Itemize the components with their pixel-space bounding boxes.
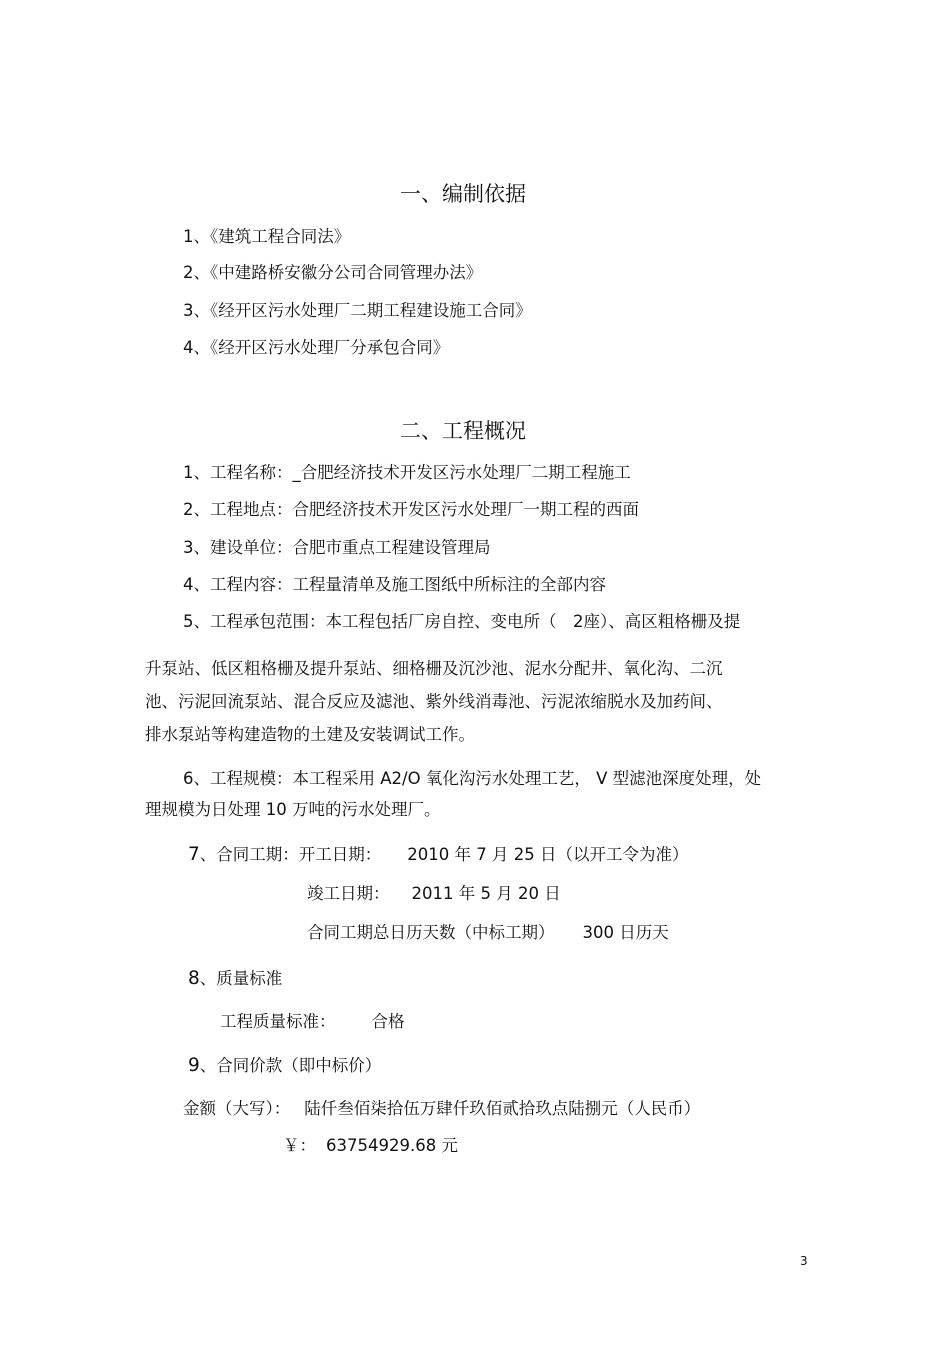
start-date: 2010 年 7 月 25 日（以开工令为准）: [407, 845, 689, 864]
quality-standard-value-line: [220, 1012, 405, 1032]
contract-period-line: [188, 845, 689, 865]
item-number-8: 8: [188, 968, 200, 989]
basis-item-2: 2、《中建路桥安徽分公司合同管理办法》: [183, 263, 483, 282]
amount-words-line: [183, 1099, 700, 1119]
overview-item-6-line1: 6、工程规模：本工程采用 A2/O 氧化沟污水处理工艺， V 型滤池深度处理，处: [183, 769, 762, 788]
overview-item-5-line3: 池、污泥回流泵站、混合反应及滤池、紫外线消毒池、污泥浓缩脱水及加药间、: [145, 692, 723, 711]
overview-item-5-line1: 5、工程承包范围：本工程包括厂房自控、变电所（ 2座）、高区粗格栅及提: [183, 612, 741, 631]
total-days-line: [307, 923, 669, 943]
overview-item-5-line4: 排水泵站等构建造物的土建及安装调试工作。: [145, 725, 475, 744]
page-number: 3: [800, 1254, 808, 1268]
overview-item-2: 2、工程地点：合肥经济技术开发区污水处理厂一期工程的西面: [183, 500, 639, 519]
contract-price-label: 、合同价款（即中标价）: [199, 1056, 382, 1075]
quality-standard-value: 合格: [371, 1012, 405, 1031]
overview-item-5-line2: 升泵站、低区粗格栅及提升泵站、细格栅及沉沙池、泥水分配井、氧化沟、二沉: [145, 659, 723, 678]
basis-item-1: 1、《建筑工程合同法》: [183, 227, 351, 246]
contract-price-line: [188, 1056, 381, 1076]
overview-item-1: 1、工程名称：_合肥经济技术开发区污水处理厂二期工程施工: [183, 463, 631, 482]
basis-item-3: 3、《经开区污水处理厂二期工程建设施工合同》: [183, 301, 532, 320]
yuan-label: ￥：: [283, 1136, 316, 1155]
overview-item-6-line2: 理规模为日处理 10 万吨的污水处理厂。: [145, 800, 441, 819]
quality-standard-line: [188, 969, 282, 989]
completion-date-line: [307, 884, 561, 904]
amount-figures-line: [283, 1136, 458, 1156]
contract-period-label: 、合同工期：开工日期：: [199, 845, 382, 864]
amount-words: 陆仟叁佰柒拾伍万肆仟玖佰贰拾玖点陆捌元（人民币）: [304, 1099, 701, 1118]
section-heading-overview: 二、工程概况: [400, 419, 526, 443]
overview-item-4: 4、工程内容：工程量清单及施工图纸中所标注的全部内容: [183, 575, 606, 594]
amount-figures: 63754929.68 元: [326, 1136, 458, 1155]
completion-date: 2011 年 5 月 20 日: [411, 884, 561, 903]
completion-date-label: 竣工日期：: [307, 884, 390, 903]
total-days: 300 日历天: [582, 923, 669, 942]
quality-standard-sub-label: 工程质量标准：: [220, 1012, 336, 1031]
amount-words-label: 金额（大写）：: [183, 1099, 291, 1118]
item-number-9: 9: [188, 1055, 200, 1076]
overview-item-3: 3、建设单位：合肥市重点工程建设管理局: [183, 538, 491, 557]
basis-item-4: 4、《经开区污水处理厂分承包合同》: [183, 338, 450, 357]
total-days-label: 合同工期总日历天数（中标工期）: [307, 923, 555, 942]
quality-standard-label: 、质量标准: [199, 969, 283, 988]
section-heading-basis: 一、编制依据: [400, 182, 526, 206]
item-number-7: 7: [188, 844, 200, 865]
